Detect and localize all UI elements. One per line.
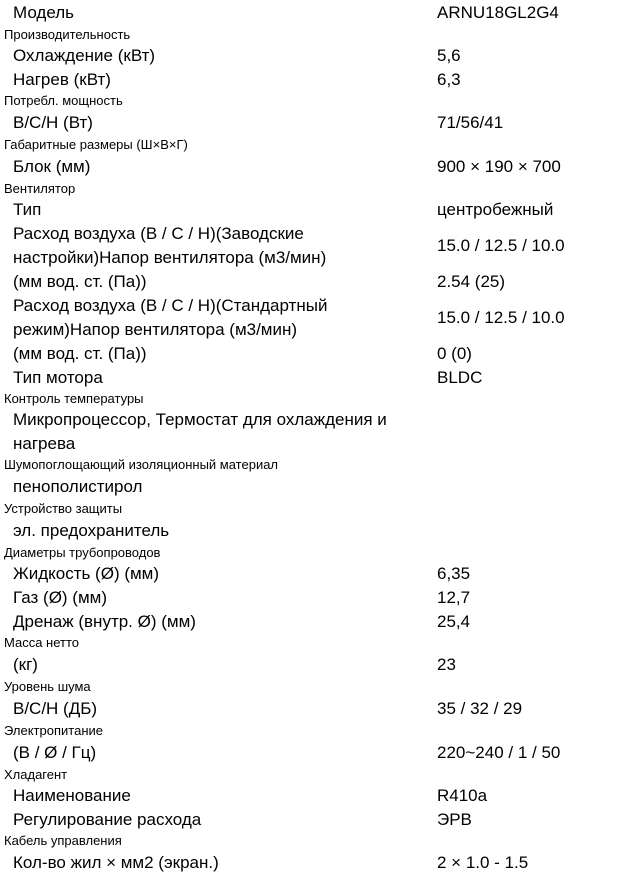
section-noise: Уровень шума	[4, 679, 91, 694]
section-power-supply: Электропитание	[4, 723, 103, 738]
spec-row-unit-dims	[0, 154, 619, 180]
spec-value: 12,7	[437, 588, 471, 607]
spec-value: 6,35	[437, 564, 471, 583]
spec-row-pressure-factory	[0, 270, 619, 294]
spec-row-insulation	[0, 474, 619, 500]
spec-value: BLDC	[437, 368, 483, 387]
spec-value: 23	[437, 655, 456, 674]
spec-label: пенополистирол	[13, 477, 143, 496]
spec-value: 900 × 190 × 700	[437, 157, 561, 176]
spec-row-heating	[0, 68, 619, 92]
spec-value: 15.0 / 12.5 / 10.0	[437, 236, 565, 255]
spec-label: Дренаж (внутр. Ø) (мм)	[13, 612, 196, 631]
spec-label: Газ (Ø) (мм)	[13, 588, 107, 607]
spec-label: В/С/Н (Вт)	[13, 113, 93, 132]
section-fan: Вентилятор	[4, 181, 76, 196]
spec-label: (мм вод. ст. (Па))	[13, 344, 147, 363]
spec-label: Охлаждение (кВт)	[13, 46, 156, 65]
section-insulation: Шумопоглощающий изоляционный материал	[4, 457, 279, 472]
spec-value: 71/56/41	[437, 113, 504, 132]
model-value: ARNU18GL2G4	[437, 3, 559, 22]
spec-value: 0 (0)	[437, 344, 472, 363]
spec-row-motor-type	[0, 366, 619, 390]
section-protection: Устройство защиты	[4, 501, 123, 516]
section-power: Потребл. мощность	[4, 93, 123, 108]
spec-label: Расход воздуха (В / С / Н)(Заводские настройки)Напор вентилятора (м3/мин)	[13, 224, 327, 267]
spec-row-pipe-gas	[0, 586, 619, 610]
spec-label: Жидкость (Ø) (мм)	[13, 564, 160, 583]
model-row	[0, 0, 619, 26]
model-label: Модель	[13, 3, 75, 22]
spec-value: 6,3	[437, 70, 461, 89]
section-performance: Производительность	[4, 27, 131, 42]
spec-row-protection	[0, 518, 619, 544]
spec-value: ЭРВ	[437, 810, 472, 829]
spec-label: Блок (мм)	[13, 157, 91, 176]
section-dimensions: Габаритные размеры (Ш×В×Г)	[4, 137, 188, 152]
spec-label: Расход воздуха (В / С / Н)(Стандартный режим)Напор вентилятора (м3/мин)	[13, 296, 328, 339]
spec-value: R410a	[437, 786, 488, 805]
section-refrigerant: Хладагент	[4, 767, 68, 782]
spec-label: Тип	[13, 200, 42, 219]
spec-row-noise	[0, 696, 619, 722]
spec-value: 15.0 / 12.5 / 10.0	[437, 308, 565, 327]
spec-row-refrigerant-control	[0, 808, 619, 832]
spec-label: (В / Ø / Гц)	[13, 743, 97, 762]
spec-row-airflow-factory	[0, 222, 619, 270]
spec-label: Кол-во жил × мм2 (экран.)	[13, 853, 219, 872]
spec-row-net-weight	[0, 652, 619, 678]
spec-label: (мм вод. ст. (Па))	[13, 272, 147, 291]
spec-row-pipe-drain	[0, 610, 619, 634]
spec-label: Тип мотора	[13, 368, 103, 387]
spec-row-cooling	[0, 44, 619, 68]
spec-value: 25,4	[437, 612, 471, 631]
spec-value: 2 × 1.0 - 1.5	[437, 853, 529, 872]
spec-value: 5,6	[437, 46, 461, 65]
spec-row-airflow-standard	[0, 294, 619, 342]
spec-label: В/С/Н (ДБ)	[13, 699, 98, 718]
section-temp-control: Контроль температуры	[4, 391, 144, 406]
spec-value: центробежный	[437, 200, 554, 219]
spec-row-pressure-standard	[0, 342, 619, 366]
spec-label: Наименование	[13, 786, 131, 805]
spec-value: 220~240 / 1 / 50	[437, 743, 561, 762]
spec-label: Микропроцессор, Термостат для охлаждения и нагрева	[13, 410, 387, 453]
spec-value: 2.54 (25)	[437, 272, 506, 291]
section-pipes: Диаметры трубопроводов	[4, 545, 161, 560]
spec-row-power-supply	[0, 740, 619, 766]
section-cable: Кабель управления	[4, 833, 122, 848]
spec-row-fan-type	[0, 198, 619, 222]
spec-row-temp-control	[0, 408, 619, 456]
spec-value: 35 / 32 / 29	[437, 699, 523, 718]
spec-row-power-hml	[0, 110, 619, 136]
section-net-weight: Масса нетто	[4, 635, 80, 650]
spec-label: (кг)	[13, 655, 38, 674]
spec-label: Регулирование расхода	[13, 810, 202, 829]
spec-row-pipe-liquid	[0, 562, 619, 586]
spec-label: Нагрев (кВт)	[13, 70, 111, 89]
spec-label: эл. предохранитель	[13, 521, 170, 540]
spec-row-refrigerant-name	[0, 784, 619, 808]
spec-row-cable	[0, 850, 619, 876]
